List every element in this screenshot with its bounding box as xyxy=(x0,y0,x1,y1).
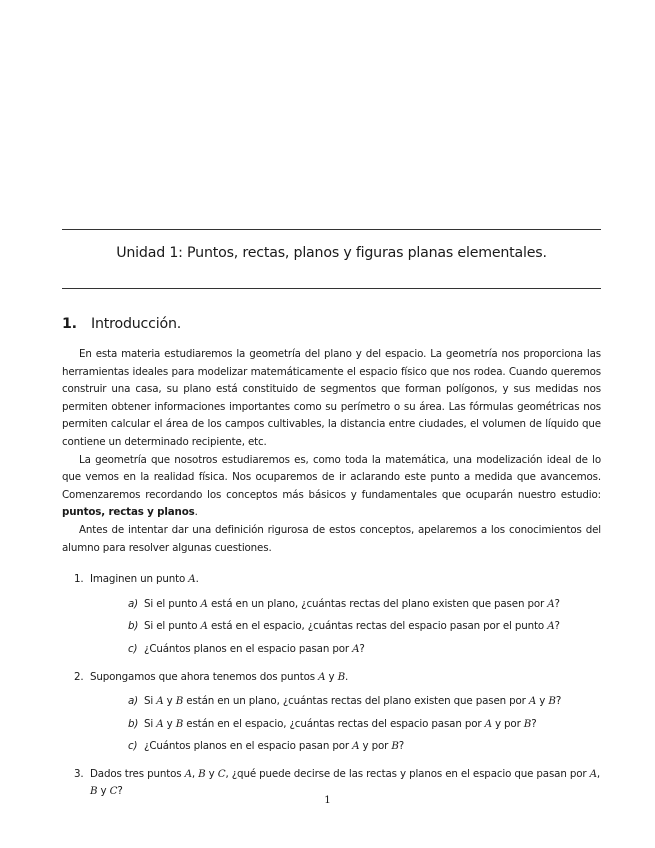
question-number: 1. xyxy=(74,573,84,586)
section-title: Introducción. xyxy=(91,316,182,332)
sub-question-list xyxy=(90,596,601,659)
paragraph-intro: En esta materia estudiaremos la geometría del plano y del espacio. La geometría nos proporciona las herramientas ideales para modelizar matemáticamente el espacio físico que nos rodea. Cuando queremos construir una casa, su plano está constituido de segmentos que forman polígonos, y sus medidas nos permiten obtener informaciones importantes como su perímetro o su área. Las fórmulas geométricas nos permiten calcular el área de los campos cultivables, la distancia entre ciudades, el volumen de líquido que contiene un determinado recipiente, etc. xyxy=(62,348,601,448)
section-number: 1. xyxy=(62,316,77,332)
question-list xyxy=(62,571,601,801)
sub-question-item: c) ¿Cuántos planos en el espacio pasan por A? xyxy=(90,641,601,659)
page-number: 1 xyxy=(324,794,331,806)
question-item: 1. Imaginen un punto A. a) Si el punto A está en un plano, ¿cuántas rectas del plano existen que pasen por A? b) Si el punto A está en el espacio, ¿cuántas rectas del espacio pasan por el punto A? c) ¿Cuántos planos en el espacio pasan por A? xyxy=(62,571,601,658)
sub-question-label: c) xyxy=(128,740,138,753)
paragraph-questions-intro: Antes de intentar dar una definición rigurosa de estos conceptos, apelaremos a los conocimientos del alumno para resolver algunas cuestiones. xyxy=(62,523,601,554)
unit-title: Unidad 1: Puntos, rectas, planos y figuras planas elementales. xyxy=(116,245,547,261)
sub-question-item: b) Si el punto A está en el espacio, ¿cuántas rectas del espacio pasan por el punto A? xyxy=(90,618,601,636)
sub-question-label: a) xyxy=(128,597,139,610)
question-number: 2. xyxy=(74,670,84,683)
sub-question-label: b) xyxy=(128,717,139,730)
key-concepts: puntos, rectas y planos xyxy=(62,506,195,519)
section-heading xyxy=(62,316,181,332)
question-item: 3. Dados tres puntos A, B y C, ¿qué puede decirse de las rectas y planos en el espacio que pasan por A, B y C? xyxy=(74,767,600,798)
sub-question-item: c) ¿Cuántos planos en el espacio pasan por A y por B? xyxy=(90,738,601,756)
sub-question-label: a) xyxy=(128,695,139,708)
sub-question-item: b) Si A y B están en el espacio, ¿cuántas rectas del espacio pasan por A y por B? xyxy=(90,716,601,734)
sub-question-list xyxy=(90,693,601,756)
paragraph-modelization: La geometría que nosotros estudiaremos es, como toda la matemática, una modelización ideal de lo que vemos en la realidad física. Nos ocuparemos de ir aclarando este punto a medida que avancemos. Comenzaremos recordando los conceptos más básicos y fundamentales que ocuparán nuestro estudio: puntos, rectas y planos. xyxy=(62,453,601,519)
sub-question-item: a) Si A y B están en un plano, ¿cuántas rectas del plano existen que pasen por A y B? xyxy=(90,693,601,711)
sub-question-label: c) xyxy=(128,642,138,655)
title-rule-bottom xyxy=(62,288,601,289)
document-body xyxy=(62,346,601,810)
question-item: 2. Supongamos que ahora tenemos dos puntos A y B. a) Si A y B están en un plano, ¿cuántas rectas del plano existen que pasen por A y B? b) Si A y B están en el espacio, ¿cuántas rectas del espacio pasan por A y por B? c) ¿Cuántos planos en el espacio pasan por A y por B? xyxy=(62,669,601,756)
question-number: 3. xyxy=(74,767,84,780)
sub-question-item: a) Si el punto A está en un plano, ¿cuántas rectas del plano existen que pasen por A? xyxy=(90,596,601,614)
title-rule-top xyxy=(62,229,601,230)
sub-question-label: b) xyxy=(128,620,139,633)
